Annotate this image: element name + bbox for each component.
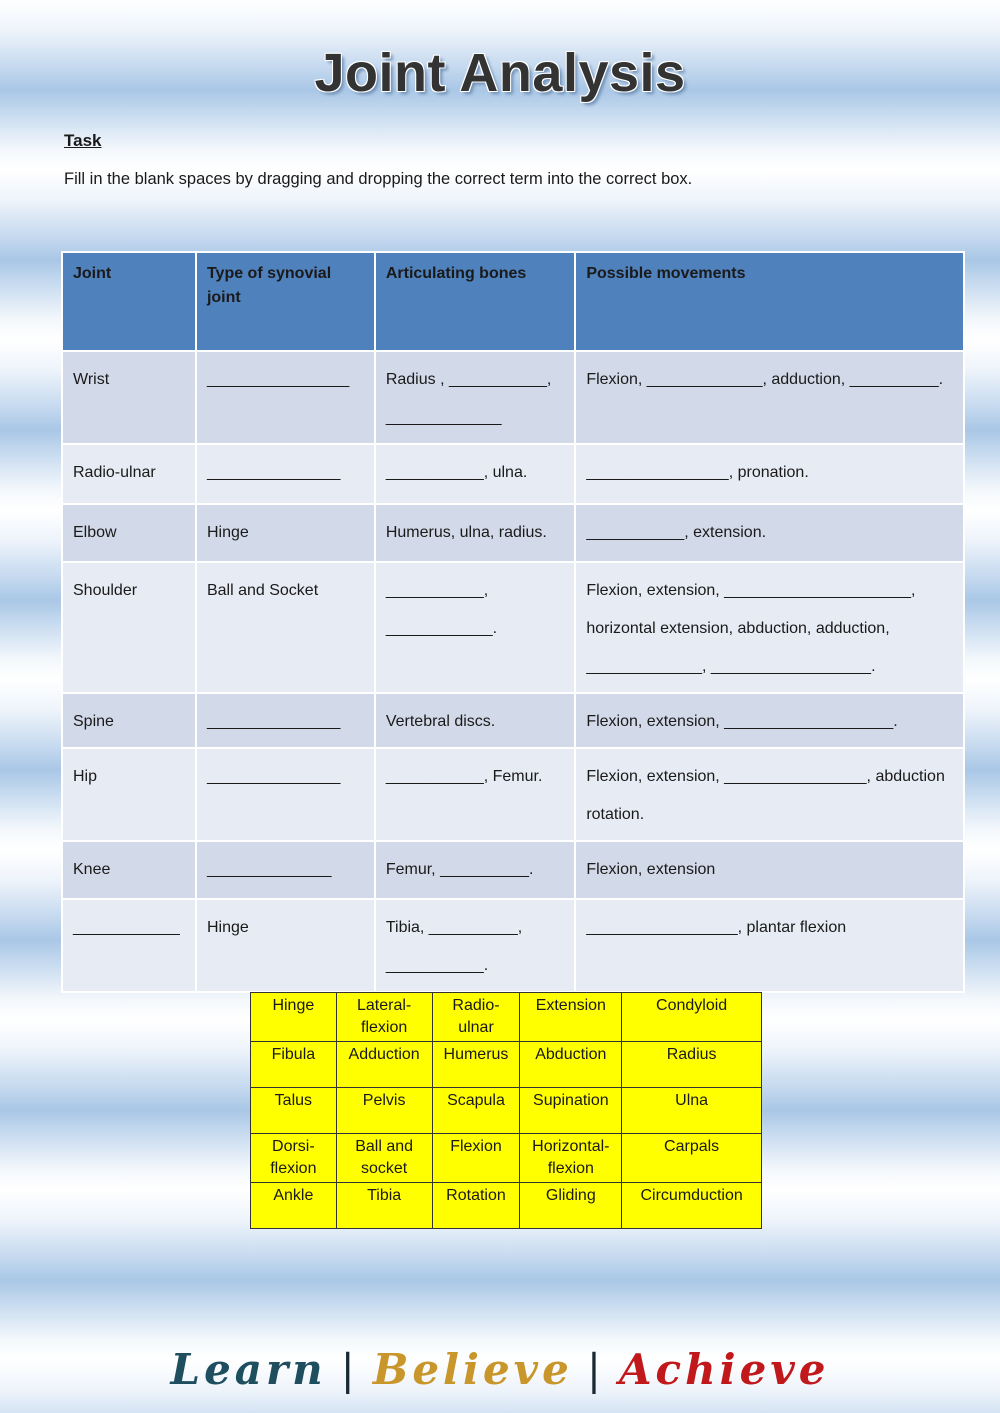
cell-bones[interactable]: ___________, Femur.	[375, 748, 576, 841]
cell-movements[interactable]: Flexion, extension, _____________________, horizontal extension, abduction, adduction, _____________, __________________.	[575, 562, 964, 693]
word-tile[interactable]: Rotation	[432, 1183, 520, 1229]
table-row	[62, 899, 964, 992]
cell-joint: Elbow	[62, 504, 196, 562]
cell-movements[interactable]: ___________, extension.	[575, 504, 964, 562]
word-tile[interactable]: Extension	[520, 993, 622, 1042]
word-tile[interactable]: Gliding	[520, 1183, 622, 1229]
cell-joint: Radio-ulnar	[62, 444, 196, 504]
cell-type[interactable]: _______________	[196, 693, 375, 748]
cell-joint: Knee	[62, 841, 196, 899]
page-title: Joint Analysis	[314, 43, 686, 103]
table-row	[62, 351, 964, 444]
cell-type: Hinge	[196, 899, 375, 992]
cell-movements: Flexion, extension	[575, 841, 964, 899]
word-bank-row	[251, 1088, 762, 1134]
cell-type[interactable]: _______________	[196, 748, 375, 841]
word-tile[interactable]: Scapula	[432, 1088, 520, 1134]
word-tile[interactable]: Supination	[520, 1088, 622, 1134]
joint-table	[61, 251, 965, 993]
cell-bones[interactable]: ___________, ulna.	[375, 444, 576, 504]
word-tile[interactable]: Horizontal-flexion	[520, 1134, 622, 1183]
word-tile[interactable]: Talus	[251, 1088, 337, 1134]
header-movements: Possible movements	[575, 252, 964, 351]
cell-joint[interactable]: ____________	[62, 899, 196, 992]
cell-bones[interactable]: Tibia, __________, ___________.	[375, 899, 576, 992]
motto-achieve: Achieve	[618, 1345, 830, 1394]
cell-movements[interactable]: ________________, pronation.	[575, 444, 964, 504]
word-bank-row	[251, 1183, 762, 1229]
table-row	[62, 504, 964, 562]
table-row	[62, 562, 964, 693]
word-tile[interactable]: Condyloid	[622, 993, 762, 1042]
cell-type: Ball and Socket	[196, 562, 375, 693]
word-tile[interactable]: Pelvis	[336, 1088, 432, 1134]
word-bank-row	[251, 993, 762, 1042]
motto-learn: Learn	[170, 1345, 327, 1394]
word-tile[interactable]: Abduction	[520, 1042, 622, 1088]
word-tile[interactable]: Radio-ulnar	[432, 993, 520, 1042]
cell-type[interactable]: ______________	[196, 841, 375, 899]
header-joint: Joint	[62, 252, 196, 351]
word-tile[interactable]: Dorsi-flexion	[251, 1134, 337, 1183]
table-row	[62, 841, 964, 899]
cell-bones[interactable]: Radius , ___________, _____________	[375, 351, 576, 444]
word-tile[interactable]: Circumduction	[622, 1183, 762, 1229]
word-tile[interactable]: Humerus	[432, 1042, 520, 1088]
cell-type[interactable]: _______________	[196, 444, 375, 504]
cell-bones: Vertebral discs.	[375, 693, 576, 748]
cell-bones: Humerus, ulna, radius.	[375, 504, 576, 562]
motto-separator: |	[340, 1345, 359, 1394]
footer-motto	[0, 1345, 1000, 1394]
table-row	[62, 748, 964, 841]
cell-joint: Wrist	[62, 351, 196, 444]
cell-movements[interactable]: Flexion, _____________, adduction, __________.	[575, 351, 964, 444]
cell-bones[interactable]: Femur, __________.	[375, 841, 576, 899]
word-tile[interactable]: Adduction	[336, 1042, 432, 1088]
cell-type[interactable]: ________________	[196, 351, 375, 444]
motto-separator: |	[586, 1345, 605, 1394]
word-tile[interactable]: Radius	[622, 1042, 762, 1088]
cell-joint: Spine	[62, 693, 196, 748]
table-header-row	[62, 252, 964, 351]
word-bank-row	[251, 1134, 762, 1183]
word-tile[interactable]: Ulna	[622, 1088, 762, 1134]
cell-movements[interactable]: Flexion, extension, ___________________.	[575, 693, 964, 748]
cell-movements[interactable]: _________________, plantar flexion	[575, 899, 964, 992]
table-row	[62, 444, 964, 504]
motto-believe: Believe	[372, 1345, 573, 1394]
word-tile[interactable]: Tibia	[336, 1183, 432, 1229]
word-tile[interactable]: Ball and socket	[336, 1134, 432, 1183]
word-tile[interactable]: Hinge	[251, 993, 337, 1042]
task-label: Task	[64, 131, 102, 150]
word-bank	[250, 992, 762, 1229]
table-row	[62, 693, 964, 748]
header-bones: Articulating bones	[375, 252, 576, 351]
word-tile[interactable]: Ankle	[251, 1183, 337, 1229]
instructions: Fill in the blank spaces by dragging and dropping the correct term into the correct box.	[64, 170, 693, 188]
word-tile[interactable]: Carpals	[622, 1134, 762, 1183]
word-bank-row	[251, 1042, 762, 1088]
cell-movements[interactable]: Flexion, extension, ________________, abduction rotation.	[575, 748, 964, 841]
cell-joint: Shoulder	[62, 562, 196, 693]
cell-bones[interactable]: ___________, ____________.	[375, 562, 576, 693]
cell-joint: Hip	[62, 748, 196, 841]
word-tile[interactable]: Fibula	[251, 1042, 337, 1088]
cell-type: Hinge	[196, 504, 375, 562]
word-tile[interactable]: Flexion	[432, 1134, 520, 1183]
header-type: Type of synovial joint	[196, 252, 375, 351]
word-tile[interactable]: Lateral-flexion	[336, 993, 432, 1042]
